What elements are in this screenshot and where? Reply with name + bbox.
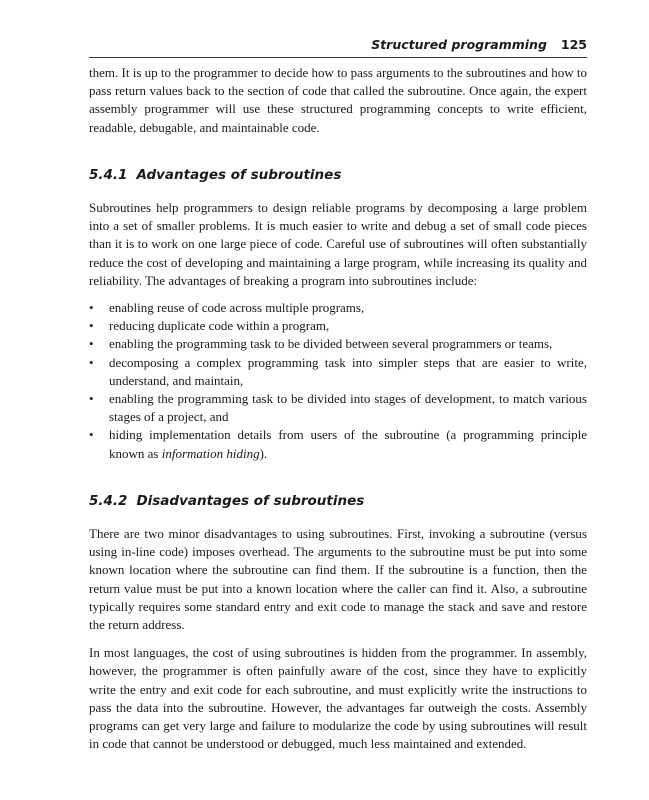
- bullet-icon: •: [89, 427, 94, 443]
- emphasis-term: information hiding: [161, 445, 260, 461]
- advantages-list: [89, 299, 587, 463]
- list-item: • reducing duplicate code within a program,: [89, 317, 587, 335]
- section-number: 5.4.1: [89, 166, 128, 183]
- disadvantages-paragraph-2: In most languages, the cost of using subroutines is hidden from the programmer. In assembly, however, the programmer is often painfully aware of the cost, since they have to explicitly write the entry and exit code for each subroutine, and must explicitly write the instructions to pass the data into the subroutine. However, the advantages far outweigh the costs. Assembly programs can get very large and failure to modularize the code by using subroutines will result in code that cannot be understood or debugged, much less maintained and extended.: [89, 645, 587, 752]
- list-item: • enabling the programming task to be divided into stages of development, to match various stages of a project, and: [89, 391, 587, 425]
- bullet-icon: •: [89, 300, 94, 316]
- bullet-icon: •: [89, 354, 94, 370]
- section-title: Disadvantages of subroutines: [136, 492, 365, 509]
- intro-paragraph: them. It is up to the programmer to decide how to pass arguments to the subroutines and how to pass return values back to the section of code that called the subroutine. Once again, the expert assembly programmer will use these structured programming concepts to write efficient, readable, debugable, and maintainable code.: [89, 65, 587, 135]
- list-item: • enabling reuse of code across multiple programs,: [89, 299, 587, 317]
- text-column: [89, 64, 587, 764]
- advantages-paragraph: Subroutines help programmers to design reliable programs by decomposing a large problem into a set of smaller problems. It is much easier to write and debug a set of small code pieces than it is to work on one large piece of code. Careful use of subroutines will often substantially reduce the cost of developing and maintaining a large program, while increasing its quality and reliability. The advantages of breaking a program into subroutines include:: [89, 200, 587, 288]
- list-item: • enabling the programming task to be divided between several programmers or teams,: [89, 335, 587, 353]
- list-item: • decomposing a complex programming task into simpler steps that are easier to write, understand, and maintain,: [89, 354, 587, 388]
- header-rule: [89, 57, 587, 58]
- disadvantages-paragraph-1: There are two minor disadvantages to using subroutines. First, invoking a subroutine (versus using in-line code) imposes overhead. The arguments to the subroutine must be put into some known location where the subroutine can find them. If the subroutine is a function, then the return value must be put into a known location where the caller can find it. Also, a subroutine typically requires some standard entry and exit code to manage the stack and save and restore the return address.: [89, 526, 587, 633]
- bullet-icon: •: [89, 318, 94, 334]
- running-header: [371, 37, 587, 52]
- list-item: • hiding implementation details from users of the subroutine (a programming principle known as information hiding).: [89, 427, 587, 461]
- running-title: Structured programming: [371, 37, 547, 52]
- section-title: Advantages of subroutines: [136, 166, 342, 183]
- section-heading-advantages: [89, 166, 587, 184]
- bullet-icon: •: [89, 336, 94, 352]
- page-number: 125: [560, 37, 587, 52]
- section-heading-disadvantages: [89, 492, 587, 510]
- bullet-icon: •: [89, 391, 94, 407]
- section-number: 5.4.2: [89, 492, 128, 509]
